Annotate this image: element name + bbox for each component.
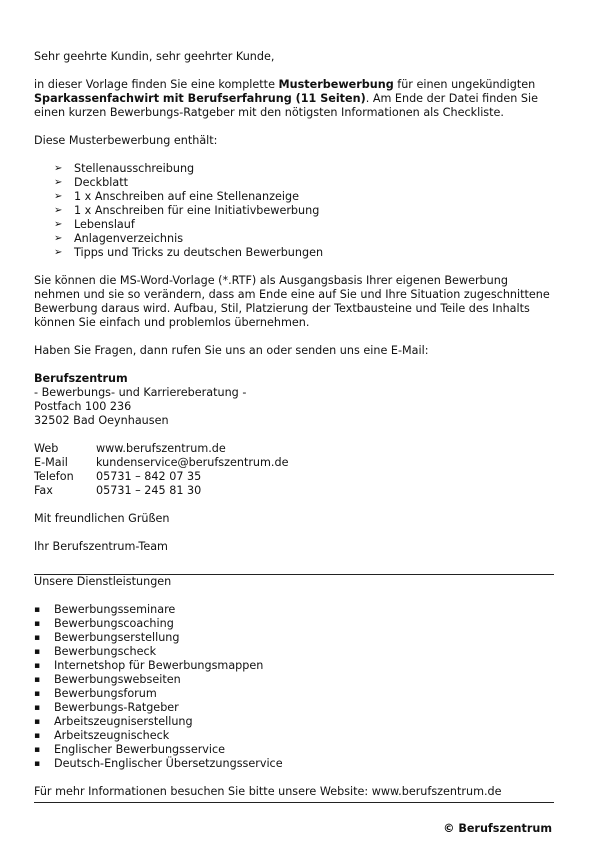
list-item-label: Bewerbungscoaching [54,617,174,630]
list-item [34,757,554,771]
list-item-label: Arbeitszeugnischeck [54,729,170,742]
list-item [34,715,554,729]
list-item-label: Bewerbungsseminare [54,603,176,616]
list-item-label: Bewerbungserstellung [54,631,180,644]
list-item [34,673,554,687]
contact-row-phone [34,470,554,484]
intro-text-2: für einen ungekündigten [393,78,536,91]
list-item [34,246,554,260]
intro-text-1: in dieser Vorlage finden Sie eine komplette [34,78,279,91]
list-item [34,617,554,631]
list-item [34,218,554,232]
list-item [34,659,554,673]
list-item-label: Bewerbungswebseiten [54,673,181,686]
contents-heading: Diese Musterbewerbung enthält: [34,134,218,147]
list-item-label: Bewerbungs-Ratgeber [54,701,179,714]
square-bullet-icon: ▪ [34,745,41,755]
list-item [34,645,554,659]
intro-paragraph [34,78,554,120]
list-item [34,204,554,218]
contact-row-email [34,456,554,470]
list-item-label: Anlagenverzeichnis [74,232,184,245]
company-city: 32502 Bad Oeynhausen [34,414,169,427]
list-item-label: Deutsch-Englischer Übersetzungsservice [54,757,283,770]
square-bullet-icon: ▪ [34,759,41,769]
questions-paragraph: Haben Sie Fragen, dann rufen Sie uns an oder senden uns eine E-Mail: [34,344,429,357]
list-item-label: Deckblatt [74,176,128,189]
list-item-label: 1 x Anschreiben für eine Initiativbewerbung [74,204,320,217]
phone-value: 05731 – 842 07 35 [96,470,202,483]
website-link[interactable]: www.berufszentrum.de [96,442,226,455]
list-item-label: Lebenslauf [74,218,135,231]
copyright-notice: © Berufszentrum [443,822,552,835]
services-heading: Unsere Dienstleistungen [34,575,172,588]
usage-paragraph: Sie können die MS-Word-Vorlage (*.RTF) als Ausgangsbasis Ihrer eigenen Bewerbung nehmen und sie so verändern, dass am Ende eine auf Sie und Ihre Situation zugeschnittene Bewerbung daraus wird. Aufbau, Stil, Platzierung der Textbausteine und Teile des Inhalts können Sie einfach und problemlos übernehmen. [34,274,550,329]
intro-text-3: . Am Ende der Datei finden Sie einen kurzen Bewerbungs-Ratgeber mit den nötigsten Informationen als Checkliste. [34,92,539,119]
intro-bold-2: Sparkassenfachwirt mit Berufserfahrung (11 Seiten) [34,92,366,105]
more-info-text: Für mehr Informationen besuchen Sie bitte unsere Website: www.berufszentrum.de [34,785,502,798]
list-item [34,176,554,190]
list-item [34,687,554,701]
list-item [34,603,554,617]
signature: Ihr Berufszentrum-Team [34,540,168,553]
square-bullet-icon: ▪ [34,675,41,685]
square-bullet-icon: ▪ [34,731,41,741]
list-item-label: Bewerbungsforum [54,687,157,700]
company-tagline: - Bewerbungs- und Karriereberatung - [34,386,247,399]
square-bullet-icon: ▪ [34,717,41,727]
fax-value: 05731 – 245 81 30 [96,484,202,497]
list-item [34,631,554,645]
square-bullet-icon: ▪ [34,647,41,657]
list-item-label: Arbeitszeugniserstellung [54,715,193,728]
arrowhead-bullet-icon: ➢ [54,247,63,258]
contents-list [34,162,554,260]
contact-label: Telefon [34,470,74,483]
salutation: Sehr geehrte Kundin, sehr geehrter Kunde, [34,50,275,63]
contact-label: E-Mail [34,456,68,469]
list-item-label: Stellenausschreibung [74,162,195,175]
email-link[interactable]: kundenservice@berufszentrum.de [96,456,289,469]
list-item-label: Englischer Bewerbungsservice [54,743,226,756]
company-postbox: Postfach 100 236 [34,400,132,413]
list-item-label: 1 x Anschreiben auf eine Stellenanzeige [74,190,299,203]
arrowhead-bullet-icon: ➢ [54,219,63,230]
contact-row-fax [34,484,554,498]
list-item [34,162,554,176]
square-bullet-icon: ▪ [34,605,41,615]
closing: Mit freundlichen Grüßen [34,512,170,525]
list-item-label: Bewerbungscheck [54,645,157,658]
divider [34,802,554,803]
arrowhead-bullet-icon: ➢ [54,205,63,216]
arrowhead-bullet-icon: ➢ [54,233,63,244]
list-item [34,729,554,743]
list-item-label: Tipps und Tricks zu deutschen Bewerbungen [74,246,324,259]
list-item [34,190,554,204]
services-list [34,603,554,771]
square-bullet-icon: ▪ [34,619,41,629]
list-item [34,743,554,757]
square-bullet-icon: ▪ [34,633,41,643]
arrowhead-bullet-icon: ➢ [54,191,63,202]
company-name: Berufszentrum [34,372,128,385]
contact-label: Fax [34,484,53,497]
document-page [34,50,554,803]
square-bullet-icon: ▪ [34,703,41,713]
contact-label: Web [34,442,59,455]
contact-row-web [34,442,554,456]
square-bullet-icon: ▪ [34,689,41,699]
intro-bold-1: Musterbewerbung [278,78,394,91]
arrowhead-bullet-icon: ➢ [54,177,63,188]
square-bullet-icon: ▪ [34,661,41,671]
list-item [34,701,554,715]
arrowhead-bullet-icon: ➢ [54,163,63,174]
list-item [34,232,554,246]
list-item-label: Internetshop für Bewerbungsmappen [54,659,264,672]
